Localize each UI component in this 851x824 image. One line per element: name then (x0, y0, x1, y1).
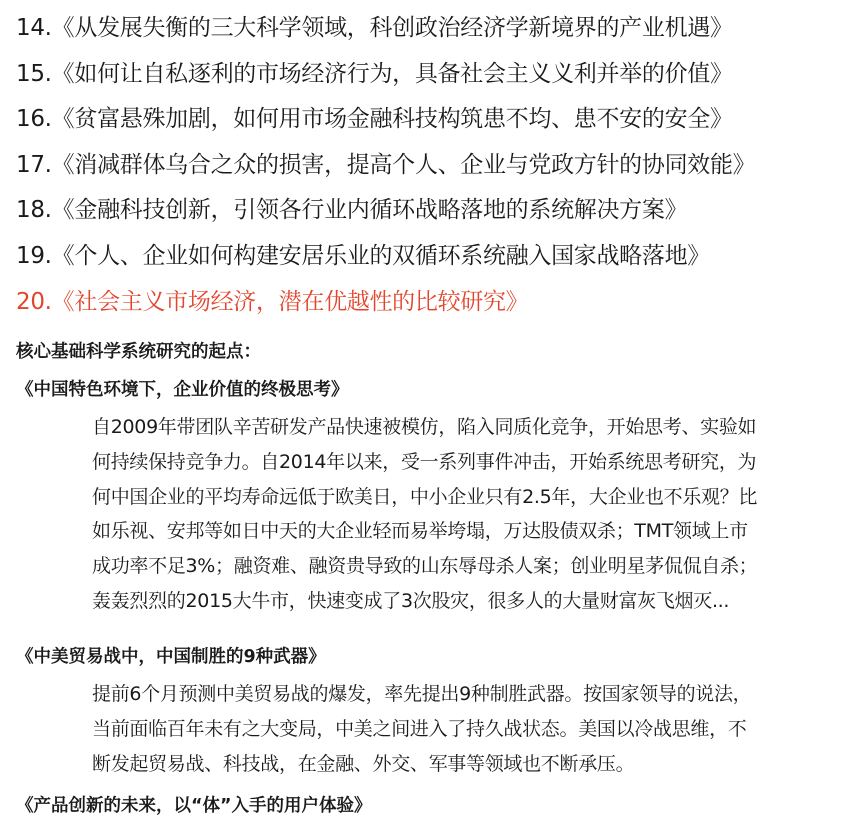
list-item: 18.《金融科技创新，引领各行业内循环战略落地的系统解决方案》 (16, 197, 688, 224)
paragraph-line: 断发起贸易战、科技战，在金融、外交、军事等领域也不断承压。 (92, 752, 635, 775)
paragraph-line: 如乐视、安邦等如日中天的大企业轻而易举垮塌，万达股债双杀；TMT领域上市 (92, 520, 748, 543)
subsection-title: 《中国特色环境下，企业价值的终极思考》 (16, 380, 349, 400)
list-item: 16.《贫富悬殊加剧，如何用市场金融科技构筑患不均、患不安的安全》 (16, 106, 733, 133)
list-item: 15.《如何让自私逐利的市场经济行为，具备社会主义义利并举的价值》 (16, 60, 733, 87)
list-item: 17.《消减群体乌合之众的损害，提高个人、企业与党政方针的协同效能》 (16, 151, 756, 178)
paragraph-line: 何持续保持竞争力。自2014年以来，受一系列事件冲击，开始系统思考研究，为 (92, 450, 757, 473)
list-item: 14.《从发展失衡的三大科学领域，科创政治经济学新境界的产业机遇》 (16, 15, 733, 41)
paragraph-line: 当前面临百年未有之大变局，中美之间进入了持久战状态。美国以冷战思维，不 (92, 717, 747, 740)
paragraph-line: 提前6个月预测中美贸易战的爆发，率先提出9种制胜武器。按国家领导的说法， (92, 683, 752, 705)
list-item-highlighted: 20.《社会主义市场经济，潜在优越性的比较研究》 (16, 288, 529, 315)
paragraph-line: 成功率不足3%；融资难、融资贵导致的山东辱母杀人案；创业明星茅侃侃自杀； (92, 555, 758, 578)
article-list (16, 6, 846, 325)
section-title: 核心基础科学系统研究的起点： (16, 342, 261, 362)
paragraph-line: 何中国企业的平均寿命远低于欧美日，中小企业只有2.5年，大企业也不乐观？比 (92, 485, 758, 508)
subsection-title: 《产品创新的未来，以“体”入手的用户体验》 (16, 796, 372, 816)
subsection-paragraph (92, 677, 840, 781)
paragraph-line: 轰轰烈烈的2015大牛市，快速变成了3次股灾，很多人的大量财富灰飞烟灭... (92, 589, 730, 612)
list-item: 19.《个人、企业如何构建安居乐业的双循环系统融入国家战略落地》 (16, 242, 710, 269)
subsection-paragraph (92, 410, 840, 619)
subsection-title: 《中美贸易战中，中国制胜的9种武器》 (16, 647, 326, 667)
paragraph-line: 自2009年带团队辛苦研发产品快速被模仿，陷入同质化竞争，开始思考、实验如 (92, 416, 757, 438)
